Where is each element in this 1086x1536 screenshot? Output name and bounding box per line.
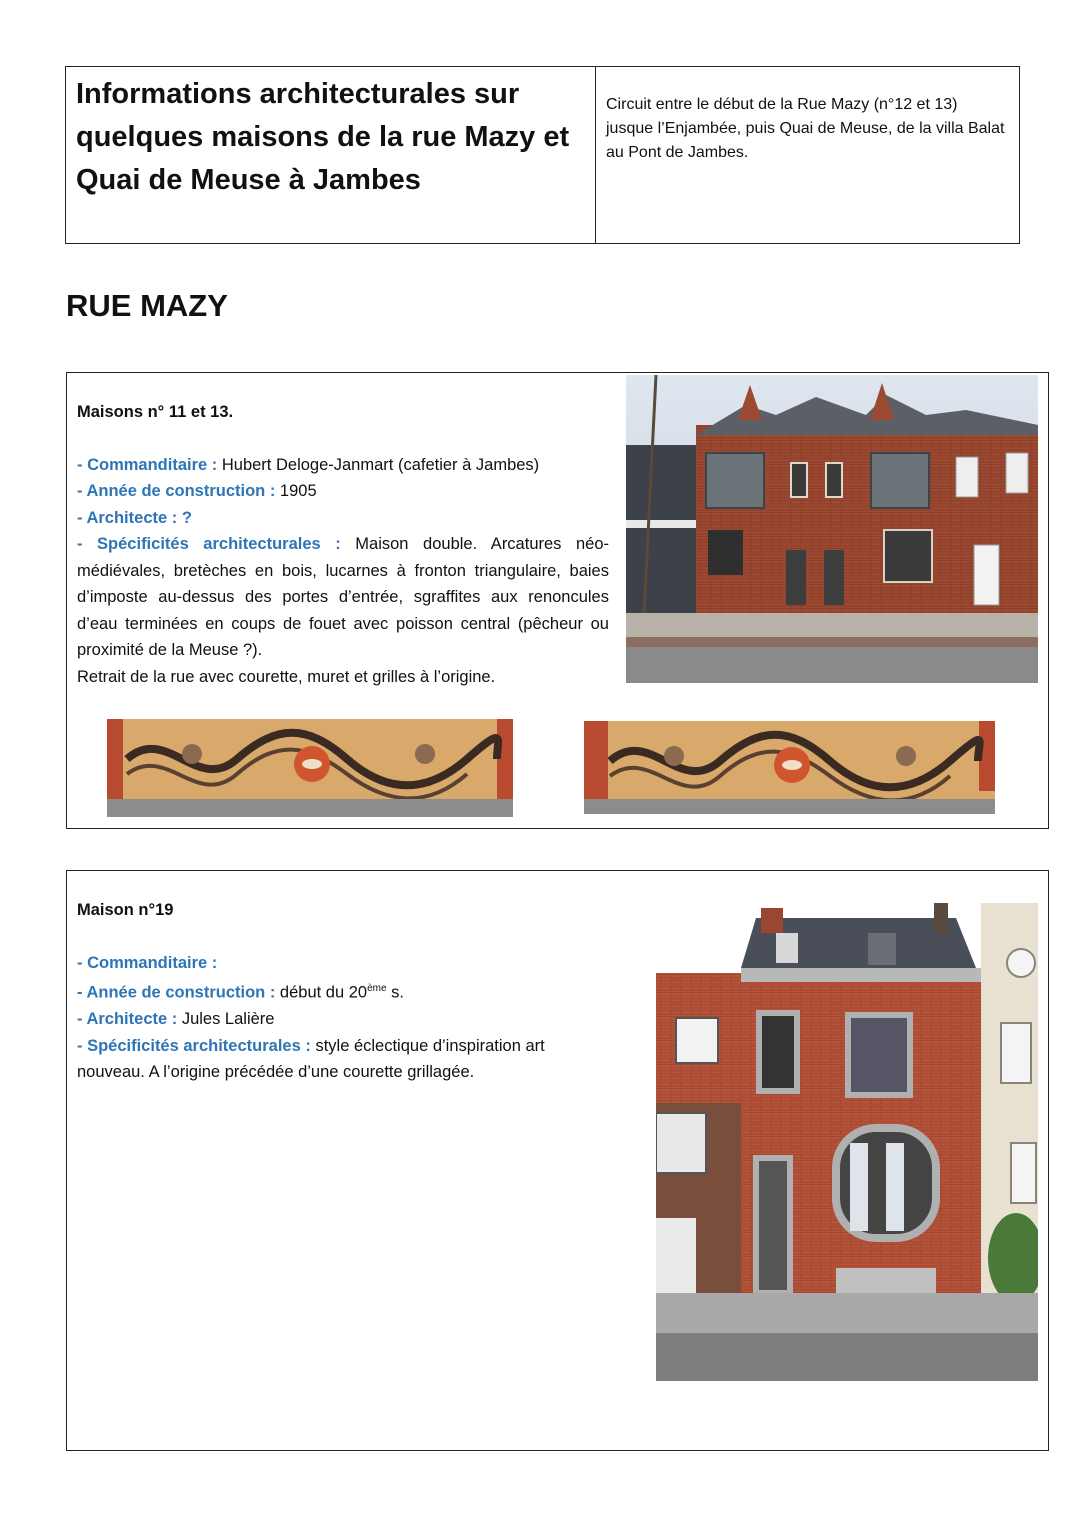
header-table [65, 66, 1020, 244]
specificites-value: style éclectique d’inspiration art nouveau. A l’origine précédée d’une courette grillagée. [77, 1036, 545, 1081]
commanditaire-label: - Commanditaire : [77, 455, 218, 474]
annee-superscript: ème [367, 983, 387, 994]
house-19-photo [656, 873, 1038, 1381]
house-11-13-photo [626, 375, 1038, 683]
annee-row [77, 478, 609, 505]
architecte-label: - Architecte : [77, 1010, 178, 1028]
specificites-value: Maison double. Arcatures néo-médiévales, bretèches en bois, lucarnes à fronton triangulaire, baies d’imposte au-dessus des portes d’entrée, sgraffites aux renoncules d’eau terminées en coups de fouet avec poisson central (pêcheur ou proximité de la Meuse ?). [77, 535, 609, 659]
specificites-label: - Spécificités architecturales : [77, 1036, 311, 1055]
house-title: Maison n°19 [77, 901, 174, 919]
house-info [77, 897, 607, 1086]
house-note: Retrait de la rue avec courette, muret et grilles à l’origine. [77, 667, 496, 686]
house-card-11-13 [66, 372, 1049, 829]
section-heading: RUE MAZY [66, 288, 228, 323]
sgraffito-right-photo [584, 721, 995, 814]
commanditaire-row [77, 452, 609, 479]
header-title-cell [66, 67, 596, 243]
header-description-cell [596, 67, 1019, 243]
annee-label: - Année de construction : [77, 482, 276, 500]
specificites-row [77, 531, 609, 664]
annee-row [77, 976, 607, 1006]
architecte-value: Jules Lalière [177, 1010, 275, 1028]
commanditaire-label: - Commanditaire : [77, 953, 218, 972]
annee-label: - Année de construction : [77, 983, 276, 1002]
commanditaire-row [77, 950, 607, 977]
circuit-description: Circuit entre le début de la Rue Mazy (n°12 et 13) jusque l’Enjambée, puis Quai de Meuse, de la villa Balat au Pont de Jambes. [606, 96, 1005, 161]
specificites-label: - Spécificités architecturales : [77, 535, 341, 553]
architecte-row [77, 505, 609, 532]
annee-suffix: s. [386, 983, 404, 1002]
commanditaire-value: Hubert Deloge-Janmart (cafetier à Jambes) [217, 455, 540, 474]
house-title: Maisons n° 11 et 13. [77, 403, 234, 421]
specificites-row [77, 1033, 607, 1086]
architecte-label: - Architecte : ? [77, 508, 192, 527]
page-title: Informations architecturales sur quelques maisons de la rue Mazy et Quai de Meuse à Jambes [76, 78, 570, 196]
annee-value: 1905 [275, 482, 317, 500]
house-info [77, 399, 609, 690]
annee-value: début du 20 [275, 983, 368, 1002]
house-card-19 [66, 870, 1049, 1451]
sgraffito-left-photo [107, 719, 513, 817]
architecte-row [77, 1006, 607, 1033]
